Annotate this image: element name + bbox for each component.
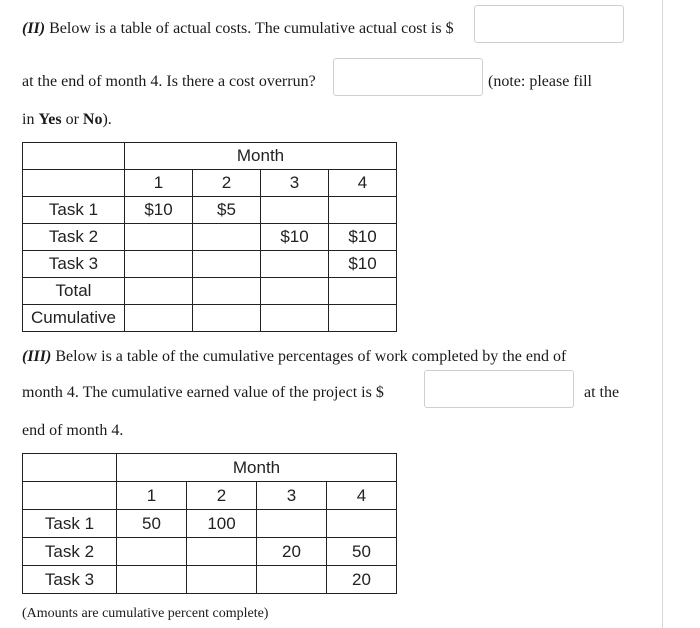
part2-line3 bbox=[22, 111, 112, 129]
table-row bbox=[23, 170, 397, 197]
table-row bbox=[23, 538, 397, 566]
table-row bbox=[23, 566, 397, 594]
table-cell: 100 bbox=[187, 510, 257, 538]
part3-line2-after: at the bbox=[584, 384, 620, 401]
table-cell bbox=[329, 305, 397, 332]
page-right-border bbox=[662, 0, 663, 628]
table-cell bbox=[193, 224, 261, 251]
table-cell bbox=[329, 278, 397, 305]
part3-line1-text: Below is a table of the cumulative percentages of work completed by the end of bbox=[51, 348, 567, 365]
table-cell bbox=[193, 278, 261, 305]
part2-line1-text: Below is a table of actual costs. The cumulative actual cost is $ bbox=[45, 20, 454, 37]
table-cell bbox=[125, 278, 193, 305]
table-cell: $10 bbox=[329, 251, 397, 278]
table-cell: $10 bbox=[125, 197, 193, 224]
table-cell: 50 bbox=[327, 538, 397, 566]
table-row bbox=[23, 454, 397, 482]
cumulative-actual-cost-input[interactable] bbox=[474, 5, 624, 43]
row-label: Task 2 bbox=[23, 538, 117, 566]
table-row bbox=[23, 251, 397, 278]
part3-label: (III) bbox=[22, 348, 52, 365]
month-number: 4 bbox=[327, 482, 397, 510]
table-row bbox=[23, 510, 397, 538]
row-label: Task 3 bbox=[23, 251, 125, 278]
month-number: 3 bbox=[257, 482, 327, 510]
table-cell: $10 bbox=[329, 224, 397, 251]
table-cell bbox=[261, 251, 329, 278]
actual-cost-table bbox=[22, 142, 397, 332]
table-cell bbox=[193, 305, 261, 332]
table-cell bbox=[261, 197, 329, 224]
yes-word: Yes bbox=[38, 111, 62, 128]
month-number: 1 bbox=[117, 482, 187, 510]
part2-label: (II) bbox=[22, 20, 46, 37]
earned-value-input[interactable] bbox=[424, 370, 574, 408]
part2-line2: at the end of month 4. Is there a cost overrun? bbox=[22, 73, 316, 90]
month-number: 3 bbox=[261, 170, 329, 197]
note-text: (note: please fill bbox=[488, 73, 592, 90]
part2-line1 bbox=[22, 20, 454, 38]
table-cell bbox=[257, 510, 327, 538]
table-cell bbox=[187, 538, 257, 566]
table-cell bbox=[125, 251, 193, 278]
month-number: 2 bbox=[193, 170, 261, 197]
table-cell bbox=[187, 566, 257, 594]
line3-or: or bbox=[61, 111, 83, 128]
month-header: Month bbox=[117, 454, 397, 482]
table-row bbox=[23, 224, 397, 251]
percent-complete-table bbox=[22, 453, 397, 594]
table-corner-cell bbox=[23, 143, 125, 170]
row-label: Task 1 bbox=[23, 510, 117, 538]
table-cell bbox=[327, 510, 397, 538]
line3-in: in bbox=[22, 111, 39, 128]
percent-table-footnote: (Amounts are cumulative percent complete) bbox=[22, 606, 269, 621]
month-number: 1 bbox=[125, 170, 193, 197]
table-cell bbox=[261, 305, 329, 332]
table-cell bbox=[125, 224, 193, 251]
row-label: Task 3 bbox=[23, 566, 117, 594]
row-label: Task 2 bbox=[23, 224, 125, 251]
table-cell bbox=[329, 197, 397, 224]
table-cell: $5 bbox=[193, 197, 261, 224]
table-cell bbox=[193, 251, 261, 278]
table-cell: 50 bbox=[117, 510, 187, 538]
table-cell bbox=[117, 566, 187, 594]
table-cell bbox=[125, 305, 193, 332]
table-cell bbox=[23, 170, 125, 197]
table-cell: 20 bbox=[257, 538, 327, 566]
table-cell: 20 bbox=[327, 566, 397, 594]
table-cell bbox=[117, 538, 187, 566]
row-label: Task 1 bbox=[23, 197, 125, 224]
table-row bbox=[23, 305, 397, 332]
part3-line1 bbox=[22, 348, 566, 366]
cost-overrun-input[interactable] bbox=[333, 58, 483, 96]
month-number: 4 bbox=[329, 170, 397, 197]
table-cell bbox=[261, 278, 329, 305]
month-number: 2 bbox=[187, 482, 257, 510]
table-row bbox=[23, 482, 397, 510]
table-row bbox=[23, 278, 397, 305]
part3-line3: end of month 4. bbox=[22, 422, 124, 439]
table-cell bbox=[257, 566, 327, 594]
table-cell bbox=[23, 482, 117, 510]
table-row bbox=[23, 197, 397, 224]
table-cell: $10 bbox=[261, 224, 329, 251]
month-header: Month bbox=[125, 143, 397, 170]
part3-line2: month 4. The cumulative earned value of the project is $ bbox=[22, 384, 384, 401]
line3-end: ). bbox=[102, 111, 112, 128]
no-word: No bbox=[82, 111, 103, 128]
table-row bbox=[23, 143, 397, 170]
row-label: Cumulative bbox=[23, 305, 125, 332]
row-label: Total bbox=[23, 278, 125, 305]
table-corner-cell bbox=[23, 454, 117, 482]
